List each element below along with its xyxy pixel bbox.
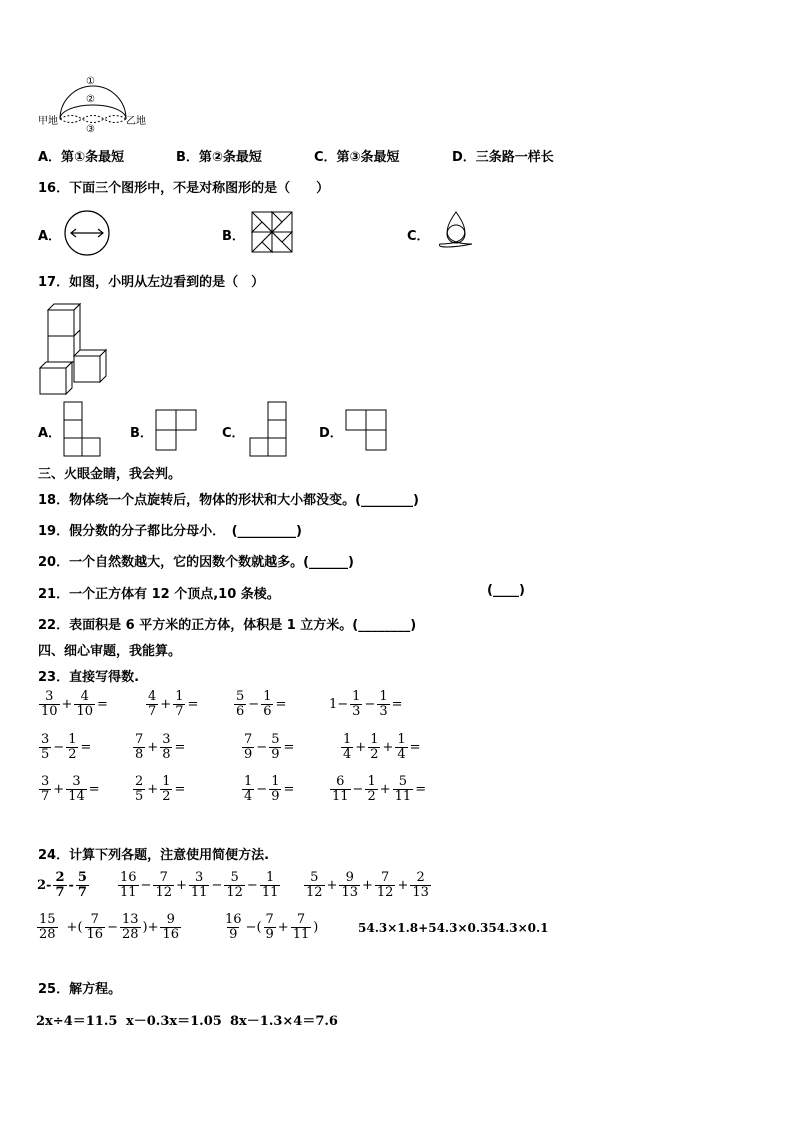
q23-r3-c4: $\frac{6}{11}$ − $\frac{1}{2}$ + $\frac{5}{11}$ = [332,774,427,804]
q17-figure-a [63,401,103,463]
q16-label-a[interactable]: A． [38,229,62,244]
q23-r3-c2: $\frac{2}{5}$ + $\frac{1}{2}$ = [135,774,186,804]
q24-expr-2: $\frac{16}{11}$ − $\frac{7}{12}$ + $\frac{3}{11}$ − $\frac{5}{12}$ − $\frac{1}{11}$ [120,870,279,900]
q23-r2-c1: $\frac{3}{5}$ − $\frac{1}{2}$ = [41,732,92,762]
q23-text: 23．直接写得数. [38,670,140,685]
q17-figure-c [249,401,289,463]
q21-blank[interactable]: (____) [487,583,525,598]
q17-cube-figure [38,302,110,400]
q17-label-b[interactable]: B． [130,426,153,441]
q24-expr-1: 2- $\frac{2}{7}$ - $\frac{5}{7}$ [37,870,87,900]
route-label-2: ② [86,94,95,105]
q23-r2-c3: $\frac{7}{9}$ − $\frac{5}{9}$ = [244,732,295,762]
q24-expr-3: $\frac{5}{12}$ + $\frac{9}{13}$ + $\frac{7}{12}$ + $\frac{2}{13}$ [306,870,429,900]
q23-r1-c2: $\frac{4}{7}$ + $\frac{1}{7}$ = [148,689,199,719]
q16-figure-c [432,208,480,258]
q24-expr-4: $\frac{15}{28}$ +( $\frac{7}{16}$ − $\frac{13}{28}$ )+ $\frac{9}{16}$ [39,912,180,942]
q16-label-c[interactable]: C． [407,229,430,244]
q23-r2-c4: $\frac{1}{4}$ + $\frac{1}{2}$ + $\frac{1}{4}$ = [343,732,421,762]
q23-r3-c1: $\frac{3}{7}$ + $\frac{3}{14}$ = [41,774,100,804]
q16-figure-b [250,210,294,258]
q15-option-c[interactable]: C．第③条最短 [314,150,400,165]
q15-option-d[interactable]: D．三条路一样长 [452,150,554,165]
q22-text: 22．表面积是 6 平方米的正方体，体积是 1 立方米。(________) [38,618,417,633]
q18-text: 18．物体绕一个点旋转后，物体的形状和大小都没变。(________) [38,493,419,508]
q15-option-b[interactable]: B．第②条最短 [176,150,262,165]
q16-text: 16．下面三个图形中，不是对称图形的是（ ） [38,181,330,196]
q16-figure-a [62,208,112,262]
q19-text: 19．假分数的分子都比分母小． (_________) [38,524,302,539]
q21-text: 21．一个正方体有 12 个顶点,10 条棱。 [38,587,280,602]
q25-eq-3: 8x－1.3×4＝7.6 [230,1014,338,1029]
q23-r1-c1: $\frac{3}{10}$ + $\frac{4}{10}$ = [41,689,108,719]
q17-label-d[interactable]: D． [319,426,343,441]
q25-text: 25．解方程。 [38,982,122,997]
q17-figure-d [345,409,387,455]
q20-text: 20．一个自然数越大，它的因数个数就越多。(______) [38,555,354,570]
route-label-1: ① [86,76,95,87]
q15-option-a[interactable]: A．第①条最短 [38,150,125,165]
q25-eq-1: 2x÷4＝11.5 [36,1014,118,1029]
q16-label-b[interactable]: B． [222,229,245,244]
q24-expr-5: $\frac{16}{9}$ −( $\frac{7}{9}$ + $\frac{7}{11}$ ) [225,912,319,942]
q24-text: 24．计算下列各题，注意使用简便方法. [38,848,270,863]
q23-r1-c4: 1− $\frac{1}{3}$ − $\frac{1}{3}$ = [329,689,403,719]
section-4-heading: 四、细心审题，我能算。 [38,644,182,659]
q24-expr-6: 54.3×1.8+54.3×0.354.3×0.1 [358,921,549,935]
route-start: 甲地 [38,116,58,127]
q23-r2-c2: $\frac{7}{8}$ + $\frac{3}{8}$ = [135,732,186,762]
q17-label-c[interactable]: C． [222,426,245,441]
section-3-heading: 三、火眼金睛，我会判。 [38,467,182,482]
q23-r3-c3: $\frac{1}{4}$ − $\frac{1}{9}$ = [244,774,295,804]
q23-r1-c3: $\frac{5}{6}$ − $\frac{1}{6}$ = [236,689,287,719]
route-label-3: ③ [86,124,95,135]
q17-text: 17．如图，小明从左边看到的是（ ） [38,275,265,290]
q25-eq-2: x－0.3x＝1.05 [126,1014,222,1029]
route-end: 乙地 [126,116,146,127]
q17-label-a[interactable]: A． [38,426,62,441]
q17-figure-b [155,409,197,455]
route-figure [38,76,148,138]
